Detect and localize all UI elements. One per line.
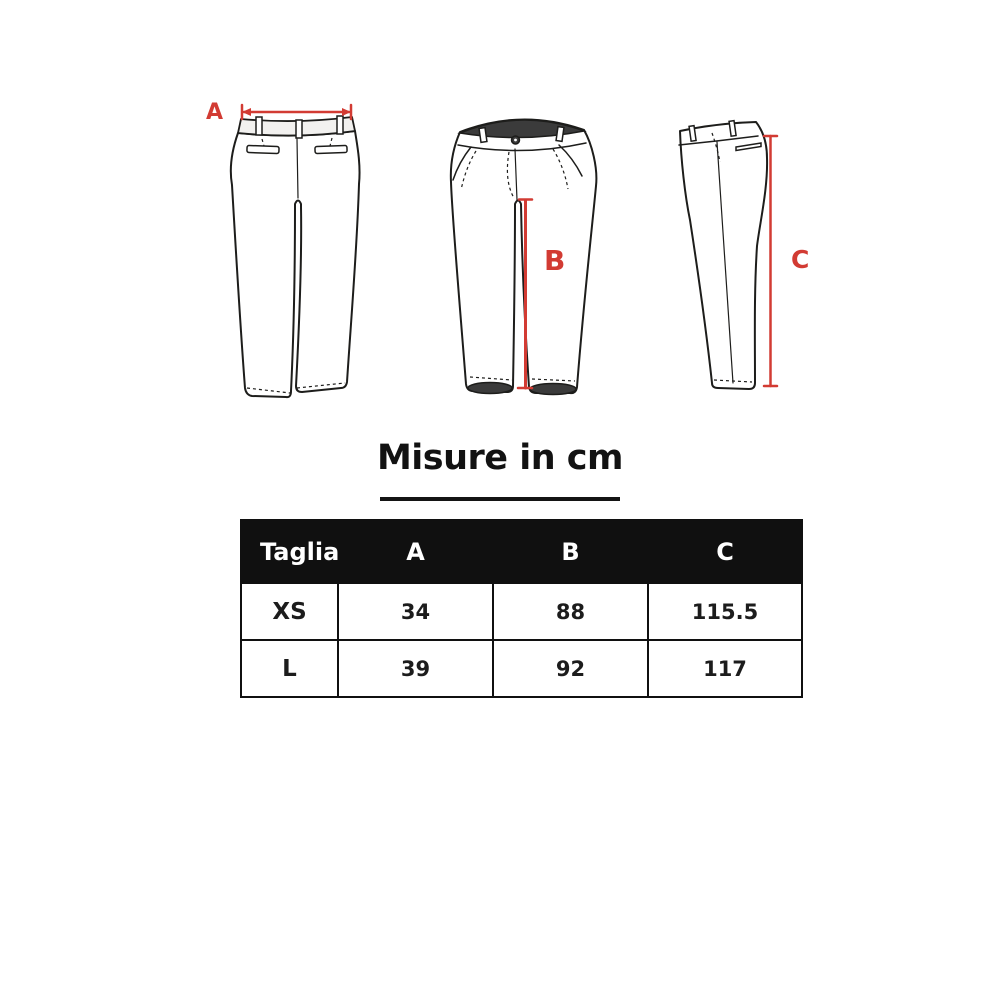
pants-back-view-icon: [195, 88, 395, 428]
pants-side-view-icon: [655, 100, 845, 410]
measure-cell-a: 39: [338, 640, 493, 697]
table-row-xs: [241, 583, 802, 640]
pants-front-outline: [451, 119, 597, 393]
col-header-a: A: [338, 520, 493, 583]
belt-loop: [689, 126, 696, 142]
col-header-c: C: [648, 520, 802, 583]
belt-loop: [256, 117, 262, 135]
size-table: [240, 519, 803, 698]
pants-front-view-icon: [440, 100, 615, 410]
measure-label-b: B: [544, 244, 566, 277]
measure-label-a: A: [206, 100, 224, 125]
table-row-l: [241, 640, 802, 697]
leg-hem: [468, 383, 512, 394]
measure-cell-c: 115.5: [648, 583, 802, 640]
col-header-taglia: Taglia: [241, 520, 338, 583]
belt-loop: [729, 121, 736, 137]
measure-cell-b: 92: [493, 640, 648, 697]
belt-loop: [556, 127, 564, 142]
back-pocket: [315, 145, 347, 153]
page-title: Misure in cm: [376, 438, 624, 478]
belt-loop: [479, 128, 487, 143]
size-cell: L: [241, 640, 338, 697]
size-cell: XS: [241, 583, 338, 640]
table-header-row: [241, 520, 802, 583]
back-pocket: [247, 145, 279, 153]
button-hole: [514, 139, 517, 142]
leg-hem: [530, 384, 576, 395]
title-underline: [380, 497, 620, 501]
belt-loop: [337, 116, 343, 134]
measure-cell-c: 117: [648, 640, 802, 697]
pants-side-outline: [680, 122, 767, 389]
measure-cell-a: 34: [338, 583, 493, 640]
belt-loop: [296, 120, 302, 138]
measure-cell-b: 88: [493, 583, 648, 640]
pants-back-outline: [231, 131, 360, 397]
measure-label-c: C: [791, 245, 810, 274]
col-header-b: B: [493, 520, 648, 583]
